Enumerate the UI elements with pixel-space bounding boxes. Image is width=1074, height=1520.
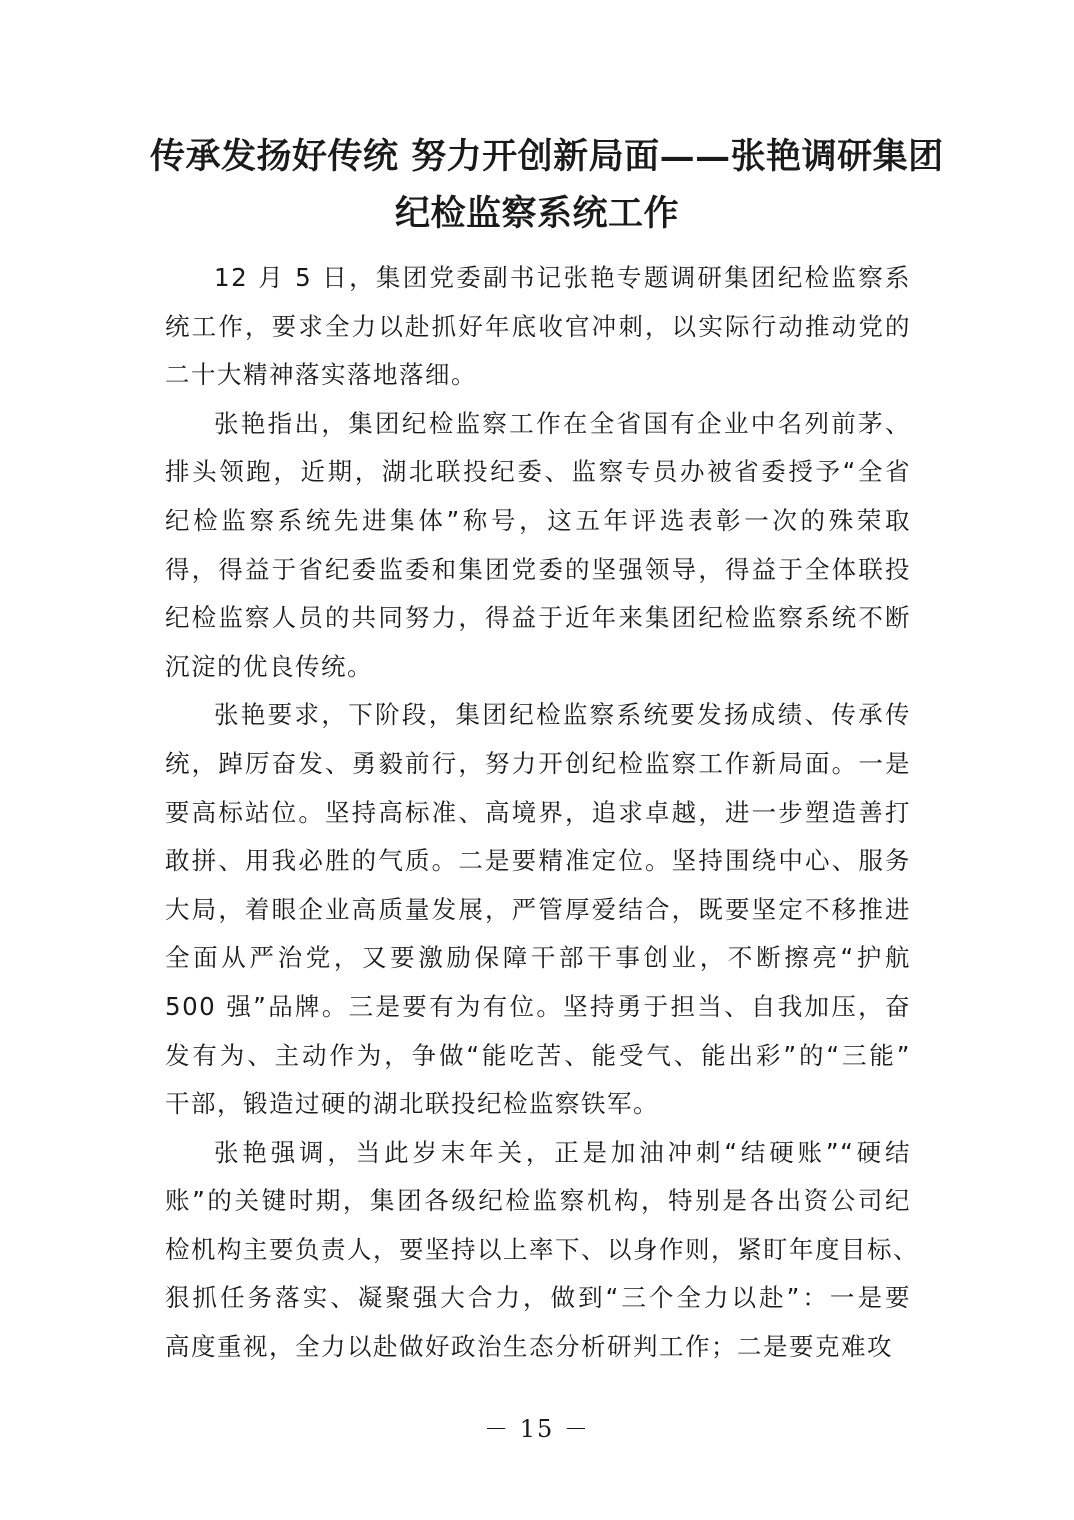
article-title-line-2: 纪检监察系统工作 bbox=[394, 193, 679, 234]
paragraph-line: 发有为、主动作为，争做“能吃苦、能受气、能出彩”的“三能” bbox=[165, 1040, 911, 1070]
article-title-line-1: 传承发扬好传统 努力开创新局面——张艳调研集团 bbox=[150, 136, 944, 177]
paragraph-line: 得，得益于省纪委监委和集团党委的坚强领导，得益于全体联投 bbox=[165, 554, 911, 584]
paragraph-line: 张艳强调，当此岁末年关，正是加油冲刺“结硬账”“硬结 bbox=[214, 1137, 911, 1167]
paragraph-line: 纪检监察人员的共同努力，得益于近年来集团纪检监察系统不断 bbox=[165, 603, 911, 633]
paragraph-line: 张艳指出，集团纪检监察工作在全省国有企业中名列前茅、 bbox=[214, 408, 911, 438]
paragraph-line: 大局，着眼企业高质量发展，严管厚爱结合，既要坚定不移推进 bbox=[165, 894, 911, 924]
paragraph-line: 排头领跑，近期，湖北联投纪委、监察专员办被省委授予“全省 bbox=[165, 457, 911, 487]
article-body bbox=[165, 254, 919, 1372]
paragraph-line: 全面从严治党，又要激励保障干部干事创业，不断擦亮“护航 bbox=[165, 943, 911, 973]
paragraph-line: 干部，锻造过硬的湖北联投纪检监察铁军。 bbox=[165, 1089, 659, 1119]
paragraph-line: 沉淀的优良传统。 bbox=[165, 651, 373, 681]
page-number: － 15 － bbox=[484, 1415, 590, 1443]
body-paragraph bbox=[165, 691, 911, 1128]
paragraph-line: 二十大精神落实落地落细。 bbox=[165, 360, 477, 390]
paragraph-line: 账”的关键时期，集团各级纪检监察机构，特别是各出资公司纪 bbox=[165, 1186, 911, 1216]
paragraph-line: 500 强”品牌。三是要有为有位。坚持勇于担当、自我加压，奋 bbox=[165, 991, 911, 1021]
body-paragraph bbox=[165, 254, 911, 400]
paragraph-line: 要高标站位。坚持高标准、高境界，追求卓越，进一步塑造善打 bbox=[165, 797, 911, 827]
body-paragraph bbox=[165, 400, 911, 692]
paragraph-line: 纪检监察系统先进集体”称号，这五年评选表彰一次的殊荣取 bbox=[165, 505, 911, 535]
article-title bbox=[150, 128, 944, 242]
paragraph-line: 12 月 5 日，集团党委副书记张艳专题调研集团纪检监察系 bbox=[214, 263, 911, 292]
paragraph-line: 敢拼、用我必胜的气质。二是要精准定位。坚持围绕中心、服务 bbox=[165, 846, 911, 876]
paragraph-line: 狠抓任务落实、凝聚强大合力，做到“三个全力以赴”：一是要 bbox=[165, 1283, 911, 1313]
paragraph-line: 统工作，要求全力以赴抓好年底收官冲刺，以实际行动推动党的 bbox=[165, 311, 911, 341]
paragraph-line: 张艳要求，下阶段，集团纪检监察系统要发扬成绩、传承传 bbox=[214, 700, 911, 730]
body-paragraph bbox=[165, 1129, 919, 1372]
paragraph-line: 检机构主要负责人，要坚持以上率下、以身作则，紧盯年度目标、 bbox=[165, 1234, 919, 1264]
paragraph-line: 统，踔厉奋发、勇毅前行，努力开创纪检监察工作新局面。一是 bbox=[165, 748, 911, 778]
paragraph-line: 高度重视，全力以赴做好政治生态分析研判工作；二是要克难攻 bbox=[165, 1332, 893, 1362]
